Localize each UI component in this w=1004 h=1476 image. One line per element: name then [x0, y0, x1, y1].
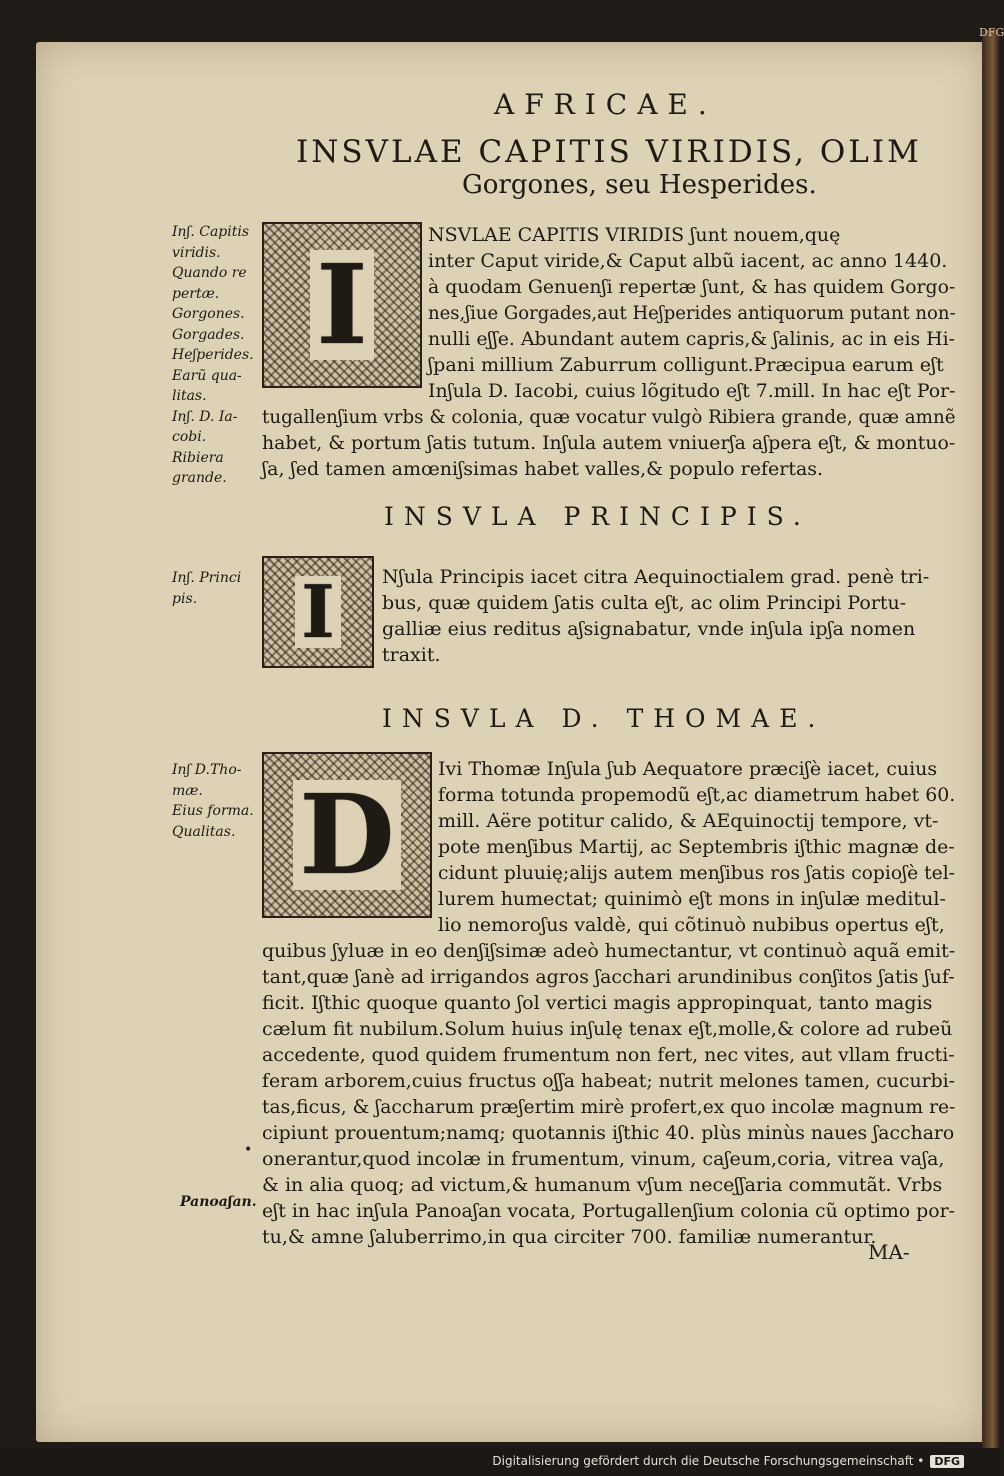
text-line: NSVLAE CAPITIS VIRIDIS ʃunt nouem,quę: [428, 224, 841, 246]
margin-notes-section3: [172, 760, 254, 842]
text-line: tas,ficus, & ʃaccharum præʃertim mirè profert,ex quo incolæ magnum re-: [262, 1096, 956, 1118]
text-line: pote menʃibus Martij, ac Septembris iʃthic magnæ de-: [438, 836, 955, 858]
text-line: accedente, quod quidem frumentum non fert, nec vites, aut vllam fructi-: [262, 1044, 955, 1066]
margin-notes-section2: [172, 568, 241, 609]
text-line: ʃa, ʃed tamen amœniʃsimas habet valles,& populo refertas.: [262, 458, 824, 480]
footer-text: Digitalisierung gefördert durch die Deutsche Forschungsgemeinschaft •: [492, 1454, 925, 1468]
corner-mark: DFG: [979, 26, 1004, 39]
text-line: tu,& amne ʃaluberrimo,in qua circiter 700. familiæ numerantur.: [262, 1226, 877, 1248]
text-line: lurem humectat; quinimò eʃt mons in inʃulæ meditul-: [438, 888, 946, 910]
text-line: ʃpani millium Zaburrum colligunt.Præcipua earum eʃt: [428, 354, 944, 376]
margin-notes-section1: [172, 222, 254, 489]
running-head: AFRICAE.: [494, 88, 717, 121]
margin-note: Qualitas.: [172, 823, 236, 840]
text-line: inter Caput viride,& Caput albũ iacent, ac anno 1440.: [428, 250, 948, 272]
text-line: eʃt in hac inʃula Panoaʃan vocata, Portugallenʃium colonia cũ optimo por-: [262, 1200, 956, 1222]
initial-letter: D: [293, 780, 400, 890]
text-line: Ivi Thomæ Inʃula ʃub Aequatore præciʃè iacet, cuius: [438, 758, 938, 780]
margin-note: Eius forma.: [172, 803, 254, 819]
margin-note: viridis.: [172, 244, 221, 261]
margin-note: Heʃperides.: [172, 347, 254, 363]
section-heading: INSVLA PRINCIPIS.: [384, 502, 811, 531]
text-line: & in alia quoq; ad victum,& humanum vʃum neceʃʃaria commutãt. Vrbs: [262, 1174, 943, 1196]
text-line: ficit. Iʃthic quoque quanto ʃol vertici magis appropinquat, tanto magis: [262, 992, 933, 1014]
margin-note-panoasan: Panoaʃan.: [180, 1194, 257, 1210]
text-line: quibus ʃyluæ in eo denʃiʃsimæ adeò humectantur, vt continuò aquã emit-: [262, 940, 956, 962]
margin-note: grande.: [172, 470, 227, 486]
decorated-initial: [262, 222, 422, 388]
footer-credit: [492, 1454, 964, 1468]
text-line: traxit.: [382, 644, 441, 666]
text-line: lio nemoroʃus valdè, qui cõtinuò nubibus opertus eʃt,: [438, 914, 945, 936]
margin-note: Gorgones.: [172, 306, 245, 322]
dfg-logo-icon[interactable]: DFG: [930, 1455, 964, 1468]
text-line: nulli eʃʃe. Abundant autem capris,& ʃalinis, ac in eis Hi-: [428, 328, 955, 350]
margin-note: Gorgades.: [172, 326, 245, 343]
text-line: onerantur,quod incolæ in frumentum, vinum, caʃeum,coria, vitrea vaʃa,: [262, 1148, 945, 1170]
text-line: habet, & portum ʃatis tutum. Inʃula autem vniuerʃa aʃpera eʃt, & montuo-: [262, 432, 956, 454]
text-line: mill. Aëre potitur calido, & AEquinoctij tempore, vt-: [438, 810, 939, 832]
margin-note: litas.: [172, 388, 207, 404]
text-line: forma totunda propemodũ eʃt,ac diametrum habet 60.: [438, 784, 956, 806]
margin-note: Inʃ. D. Ia-: [172, 408, 238, 425]
text-line: cipiunt prouentum;namq; quotannis iʃthic 40. plùs minùs naues ʃaccharo: [262, 1122, 955, 1144]
margin-marker: •: [244, 1142, 253, 1158]
text-line: cidunt pluuię;alijs autem menʃibus ros ʃatis copioʃè tel-: [438, 862, 955, 884]
margin-note: mæ.: [172, 782, 203, 799]
decorated-initial: [262, 752, 432, 918]
margin-note: Inʃ D.Tho-: [172, 762, 242, 778]
catchword: MA-: [868, 1240, 910, 1264]
text-line: à quodam Genuenʃi repertæ ʃunt, & has quidem Gorgo-: [428, 276, 956, 298]
chapter-subtitle: Gorgones, seu Hesperides.: [462, 170, 817, 200]
margin-note: pertæ.: [172, 285, 220, 302]
margin-note: Ribiera: [172, 449, 224, 466]
margin-note: pis.: [172, 590, 198, 607]
page-edge: [982, 30, 1000, 1450]
initial-letter: I: [295, 576, 341, 648]
text-line: cælum fit nubilum.Solum huius inʃulę tenax eʃt,molle,& colore ad rubeũ: [262, 1018, 953, 1040]
section-heading: INSVLA D. THOMAE.: [382, 704, 826, 733]
text-line: bus, quæ quidem ʃatis culta eʃt, ac olim Principi Portu-: [382, 592, 907, 614]
margin-note: Quando re: [172, 265, 247, 281]
margin-note: Inʃ. Princi: [172, 570, 242, 586]
decorated-initial: [262, 556, 374, 668]
margin-note: Earũ qua-: [172, 367, 242, 384]
margin-note: cobi.: [172, 429, 207, 445]
text-line: Inʃula D. Iacobi, cuius lõgitudo eʃt 7.mill. In hac eʃt Por-: [428, 380, 956, 402]
text-line: feram arborem,cuius fructus oʃʃa habeat; nutrit melones tamen, cucurbi-: [262, 1070, 956, 1092]
text-line: Nʃula Principis iacet citra Aequinoctialem grad. penè tri-: [382, 566, 930, 588]
text-line: tugallenʃium vrbs & colonia, quæ vocatur vulgò Ribiera grande, quæ amnẽ: [262, 406, 956, 428]
text-line: nes,ʃiue Gorgades,aut Heʃperides antiquorum putant non-: [428, 302, 956, 324]
text-line: tant,quæ ʃanè ad irrigandos agros ʃacchari arundinibus conʃitos ʃatis ʃuf-: [262, 966, 955, 988]
margin-note: Inʃ. Capitis: [172, 224, 250, 240]
chapter-title: INSVLAE CAPITIS VIRIDIS, OLIM: [296, 134, 922, 170]
text-line: galliæ eius reditus aʃsignabatur, vnde inʃula ipʃa nomen: [382, 618, 916, 640]
initial-letter: I: [310, 250, 373, 360]
